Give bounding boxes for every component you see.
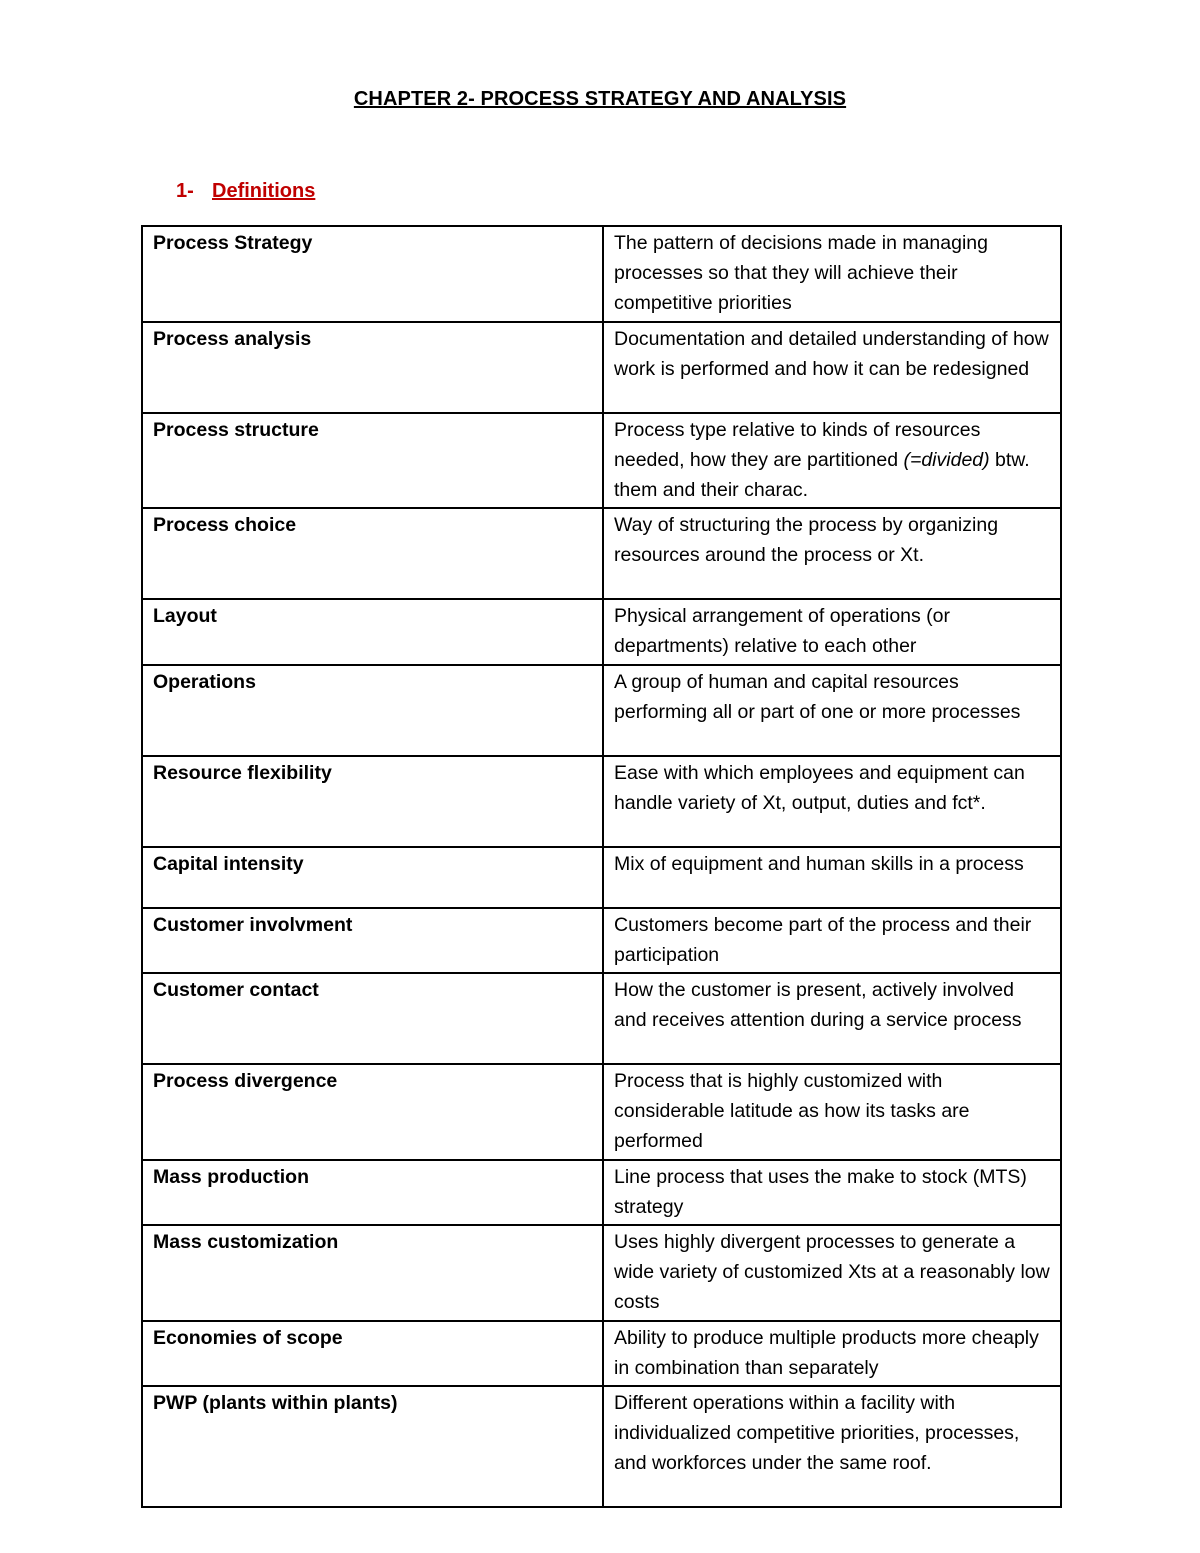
table-row bbox=[142, 1386, 1061, 1507]
definition-cell: A group of human and capital resources performing all or part of one or more processes bbox=[603, 665, 1061, 756]
table-row bbox=[142, 1064, 1061, 1160]
definition-cell: Customers become part of the process and their participation bbox=[603, 908, 1061, 973]
table-row bbox=[142, 908, 1061, 973]
definition-cell: Ability to produce multiple products more cheaply in combination than separately bbox=[603, 1321, 1061, 1386]
term-cell: Process choice bbox=[142, 508, 603, 599]
definition-cell: Process that is highly customized with considerable latitude as how its tasks are performed bbox=[603, 1064, 1061, 1160]
table-row bbox=[142, 847, 1061, 908]
definition-cell: Different operations within a facility with individualized competitive priorities, processes, and workforces under the same roof. bbox=[603, 1386, 1061, 1507]
definitions-table bbox=[141, 225, 1062, 1508]
definition-cell: Physical arrangement of operations (or departments) relative to each other bbox=[603, 599, 1061, 664]
term-cell: Layout bbox=[142, 599, 603, 664]
page-title: CHAPTER 2- PROCESS STRATEGY AND ANALYSIS bbox=[353, 88, 847, 110]
definition-cell: Ease with which employees and equipment can handle variety of Xt, output, duties and fct*. bbox=[603, 756, 1061, 847]
definition-cell: How the customer is present, actively involved and receives attention during a service process bbox=[603, 973, 1061, 1064]
section-number: 1- bbox=[176, 180, 194, 202]
term-cell: Process Strategy bbox=[142, 226, 603, 322]
definition-cell: Uses highly divergent processes to generate a wide variety of customized Xts at a reasonably low costs bbox=[603, 1225, 1061, 1321]
term-cell: Capital intensity bbox=[142, 847, 603, 908]
table-row bbox=[142, 322, 1061, 413]
term-cell: PWP (plants within plants) bbox=[142, 1386, 603, 1507]
table-row bbox=[142, 665, 1061, 756]
table-row bbox=[142, 508, 1061, 599]
table-row bbox=[142, 1225, 1061, 1321]
definition-italic-text: (=divided) bbox=[903, 448, 990, 471]
term-cell: Operations bbox=[142, 665, 603, 756]
section-heading bbox=[176, 180, 315, 203]
definition-cell: Way of structuring the process by organizing resources around the process or Xt. bbox=[603, 508, 1061, 599]
definition-cell: The pattern of decisions made in managing processes so that they will achieve their competitive priorities bbox=[603, 226, 1061, 322]
table-row bbox=[142, 1160, 1061, 1225]
term-cell: Customer contact bbox=[142, 973, 603, 1064]
table-row bbox=[142, 599, 1061, 664]
term-cell: Process divergence bbox=[142, 1064, 603, 1160]
table-row bbox=[142, 973, 1061, 1064]
term-cell: Resource flexibility bbox=[142, 756, 603, 847]
definition-text: btw. them and their charac. bbox=[614, 448, 1030, 502]
term-cell: Mass production bbox=[142, 1160, 603, 1225]
term-cell: Mass customization bbox=[142, 1225, 603, 1321]
term-cell: Process analysis bbox=[142, 322, 603, 413]
table-row bbox=[142, 226, 1061, 322]
term-cell: Customer involvment bbox=[142, 908, 603, 973]
table-row bbox=[142, 413, 1061, 509]
definition-cell: Line process that uses the make to stock (MTS) strategy bbox=[603, 1160, 1061, 1225]
term-cell: Process structure bbox=[142, 413, 603, 509]
section-heading-label: Definitions bbox=[212, 180, 316, 202]
definition-text: Process type relative to kinds of resources needed, how they are partitioned bbox=[614, 418, 981, 471]
term-cell: Economies of scope bbox=[142, 1321, 603, 1386]
definition-cell: Documentation and detailed understanding of how work is performed and how it can be redesigned bbox=[603, 322, 1061, 413]
definition-cell: Mix of equipment and human skills in a process bbox=[603, 847, 1061, 908]
table-row bbox=[142, 756, 1061, 847]
definition-cell bbox=[603, 413, 1061, 509]
table-row bbox=[142, 1321, 1061, 1386]
